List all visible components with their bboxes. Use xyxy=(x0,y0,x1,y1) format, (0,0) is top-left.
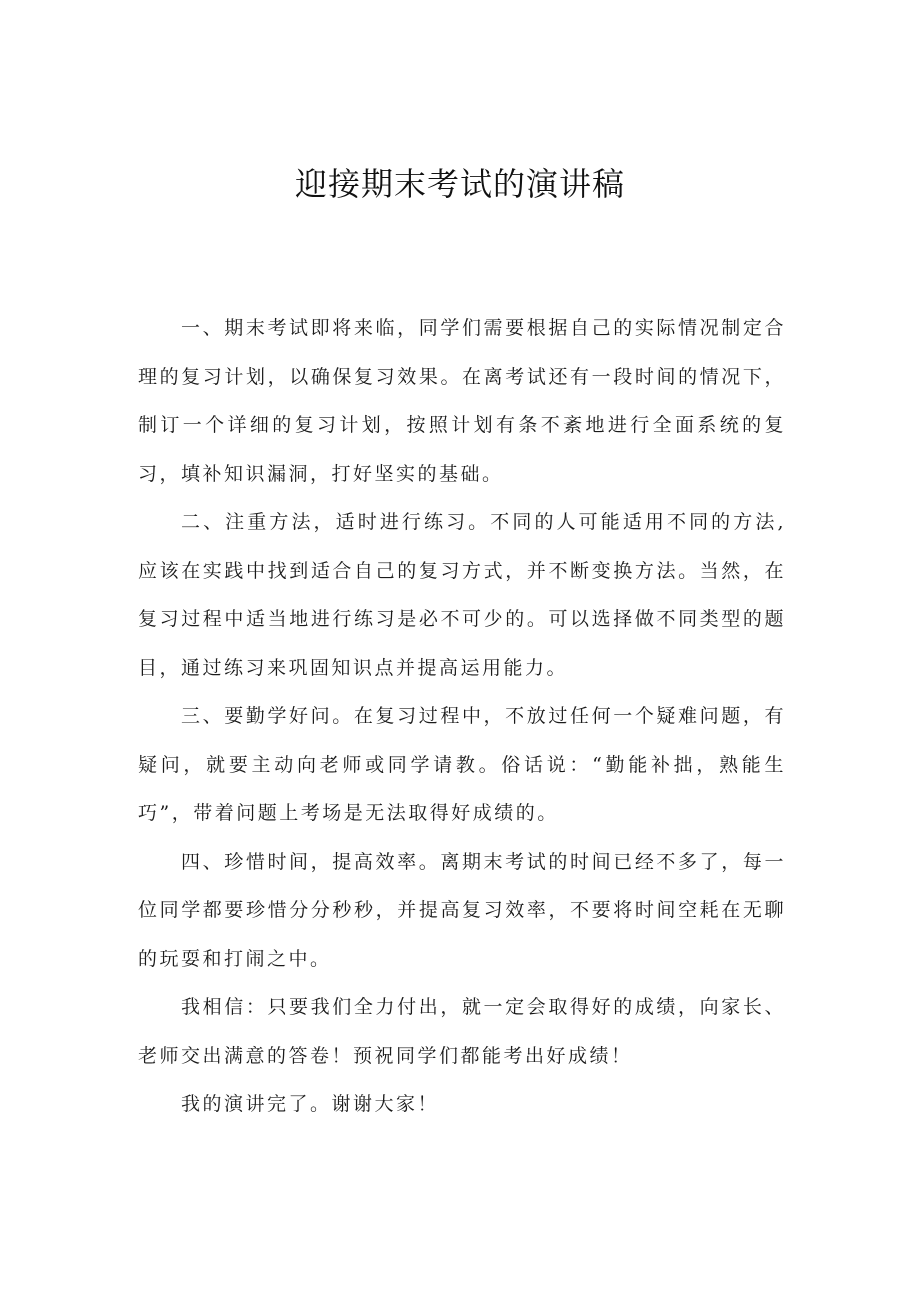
paragraph-methods-practice: 二、注重方法，适时进行练习。不同的人可能适用不同的方法,应该在实践中找到适合自己的复习方式，并不断变换方法。当然，在复习过程中适当地进行练习是必不可少的。可以选择做不同类型的题目，通过练习来巩固知识点并提高运用能力。 xyxy=(138,511,786,679)
paragraph-belief: 我相信：只要我们全力付出，就一定会取得好的成绩，向家长、老师交出满意的答卷！预祝同学们都能考出好成绩！ xyxy=(138,996,786,1067)
paragraph-closing: 我的演讲完了。谢谢大家！ xyxy=(181,1093,440,1115)
document-title: 迎接期末考试的演讲稿 xyxy=(294,165,625,203)
paragraph-ask-questions: 三、要勤学好问。在复习过程中，不放过任何一个疑难问题，有疑问，就要主动向老师或同学请教。俗话说：“勤能补拙，熟能生巧”，带着问题上考场是无法取得好成绩的。 xyxy=(138,705,786,824)
paragraph-review-plan: 一、期末考试即将来临，同学们需要根据自己的实际情况制定合理的复习计划，以确保复习效果。在离考试还有一段时间的情况下，制订一个详细的复习计划，按照计划有条不紊地进行全面系统的复习，填补知识漏洞，打好坚实的基础。 xyxy=(138,317,786,485)
document-body xyxy=(138,304,786,1129)
paragraph-cherish-time: 四、珍惜时间，提高效率。离期末考试的时间已经不多了，每一位同学都要珍惜分分秒秒，并提高复习效率，不要将时间空耗在无聊的玩耍和打闹之中。 xyxy=(138,850,786,970)
